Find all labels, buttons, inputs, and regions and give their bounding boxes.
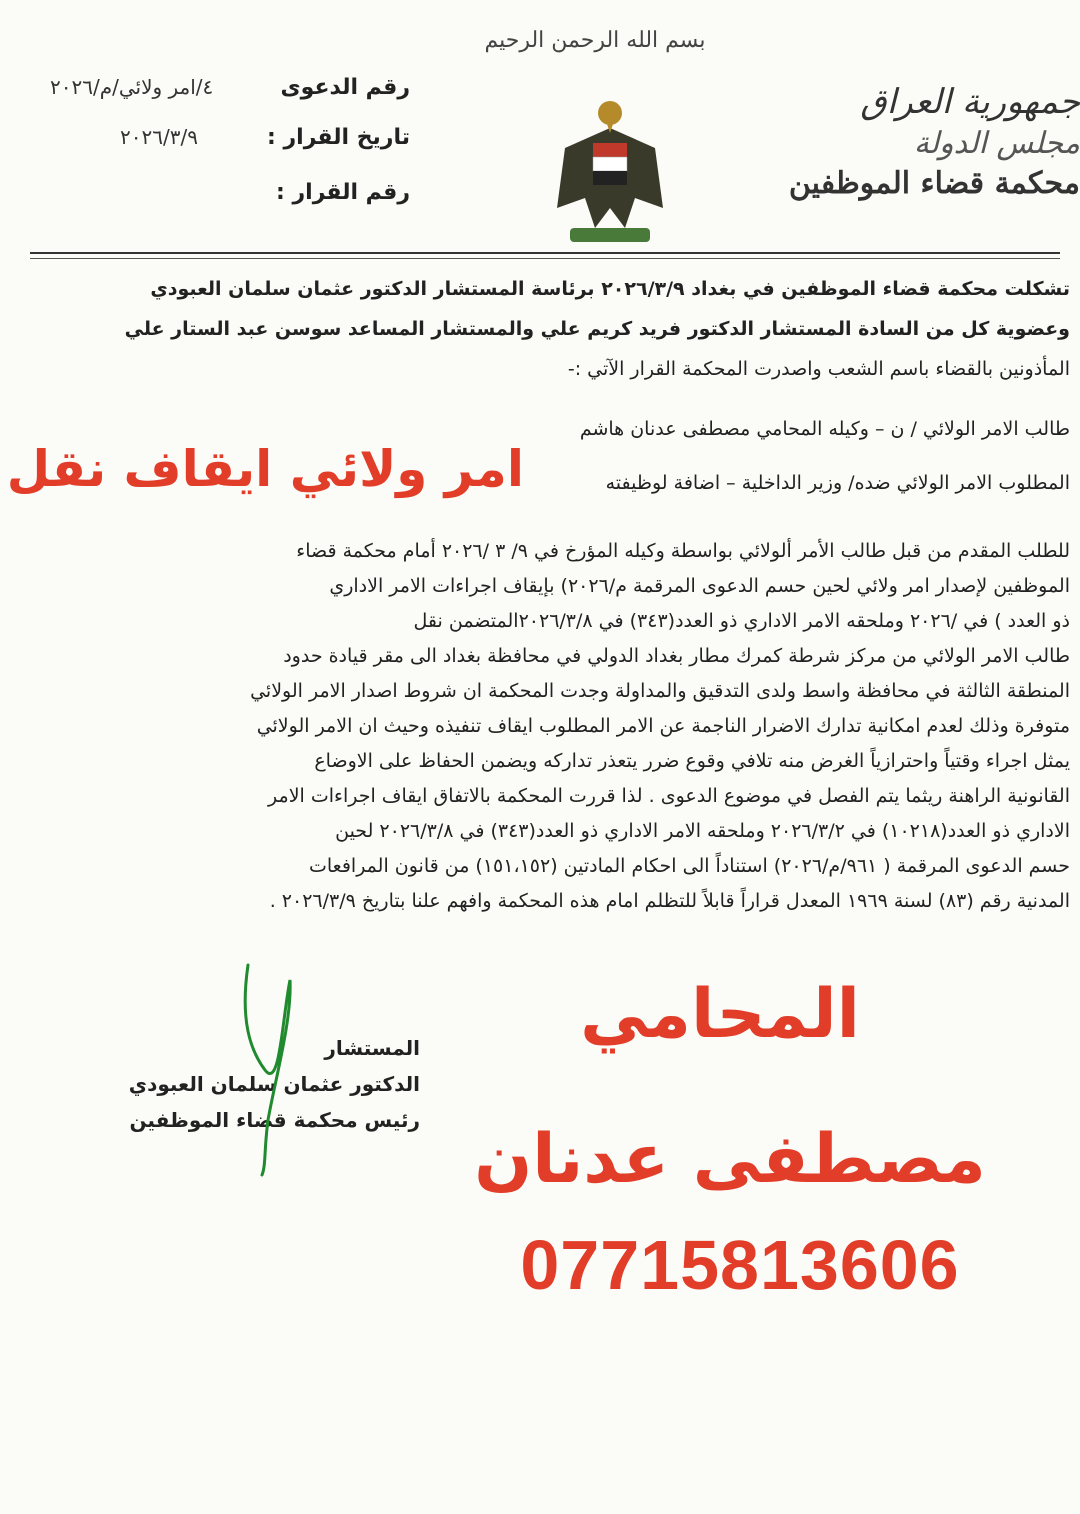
body-line: المدنية رقم (٨٣) لسنة ١٩٦٩ المعدل قراراً قابلاً للتظلم امام هذه المحكمة وافهم علنا بتاريخ ٢٠٢٦/٣/٩ . (269, 890, 1070, 912)
body-line: حسم الدعوى المرقمة ( ٩٦١/م/٢٠٢٦) استناداً الى احكام المادتين (١٥١،١٥٢) من قانون المرافعات (309, 855, 1070, 877)
overlay-headline: امر ولائي ايقاف نقل (6, 440, 524, 498)
case-number-value: ٤/امر ولائي/م/٢٠٢٦ (50, 75, 214, 99)
court-label: محكمة قضاء الموظفين (788, 166, 1080, 201)
body-line: المنطقة الثالثة في محافظة واسط ولدى التدقيق والمداولة وجدت المحكمة ان شروط اصدار الامر الولائي (250, 680, 1070, 702)
overlay-lawyer-title: المحامي (580, 975, 860, 1054)
header-divider-thin (30, 258, 1060, 259)
body-line: القانونية الراهنة ريثما يتم الفصل في موضوع الدعوى . لذا قررت المحكمة بالاتفاق ايقاف اجراءات الامر (268, 785, 1070, 807)
handwritten-signature (220, 960, 340, 1180)
iraq-emblem-icon (545, 88, 675, 248)
body-line: يمثل اجراء وقتياً واحترازياً الغرض منه تلافي وقوع ضرر يتعذر تداركه ويضمن الحفاظ على الاوضاع (314, 750, 1070, 772)
council-label: مجلس الدولة (913, 126, 1080, 161)
decision-date-value: ٢٠٢٦/٣/٩ (120, 125, 198, 149)
body-line: متوفرة وذلك لعدم امكانية تدارك الاضرار الناجمة عن الامر المطلوب ايقاف تنفيذه وحيث ان الامر الولائي (256, 715, 1070, 737)
decision-number-label: رقم القرار : (276, 180, 410, 205)
body-line: الموظفين لإصدار امر ولائي لحين حسم الدعوى المرقمة م/٢٠٢٦) بإيقاف اجراءات الامر الاداري (329, 575, 1070, 597)
decision-date-row (60, 125, 420, 165)
body-line: الاداري ذو العدد(١٠٢١٨) في ٢٠٢٦/٣/٢ وملحقه الامر الاداري ذو العدد(٣٤٣) في ٢٠٢٦/٣/٨ لحين (335, 820, 1070, 842)
body-line: طالب الامر الولائي من مركز شرطة كمرك مطار بغداد الدولي في محافظة بغداد الى مقر قيادة حدود (283, 645, 1070, 667)
applicant-line: طالب الامر الولائي / ن – وكيله المحامي مصطفى عدنان هاشم (579, 418, 1070, 440)
republic-label: جمهورية العراق (860, 82, 1080, 122)
header-divider (30, 252, 1060, 254)
body-line: للطلب المقدم من قبل طالب الأمر ألولائي بواسطة وكيله المؤرخ في ٩/ ٣ /٢٠٢٦ أمام محكمة قضاء (296, 540, 1070, 562)
basmala: بسم الله الرحمن الرحيم (484, 28, 706, 53)
signature-title: المستشار (324, 1036, 420, 1060)
body-line: ذو العدد ) في /٢٠٢٦ وملحقه الامر الاداري ذو العدد(٣٤٣) في ٢٠٢٦/٣/٨المتضمن نقل (413, 610, 1070, 632)
intro-line-1: تشكلت محكمة قضاء الموظفين في بغداد ٢٠٢٦/٣/٩ برئاسة المستشار الدكتور عثمان سلمان العبودي (150, 278, 1070, 300)
intro-line-2: وعضوية كل من السادة المستشار الدكتور فريد كريم علي والمستشار المساعد سوسن عبد الستار علي (124, 318, 1070, 340)
issuer-block (780, 80, 1080, 204)
respondent-line: المطلوب الامر الولائي ضده/ وزير الداخلية – اضافة لوظيفته (605, 472, 1070, 494)
intro-line-3: المأذونين بالقضاء باسم الشعب واصدرت المحكمة القرار الآتي :- (567, 358, 1070, 380)
decision-number-row (60, 180, 420, 220)
case-number-row (50, 75, 420, 115)
decision-date-label: تاريخ القرار : (267, 125, 410, 150)
overlay-lawyer-name: مصطفى عدنان (474, 1120, 986, 1199)
overlay-phone: 07715813606 (520, 1226, 960, 1304)
case-number-label: رقم الدعوى (280, 75, 410, 100)
signature-name: الدكتور عثمان سلمان العبودي (128, 1072, 420, 1096)
signature-position: رئيس محكمة قضاء الموظفين (129, 1108, 420, 1132)
